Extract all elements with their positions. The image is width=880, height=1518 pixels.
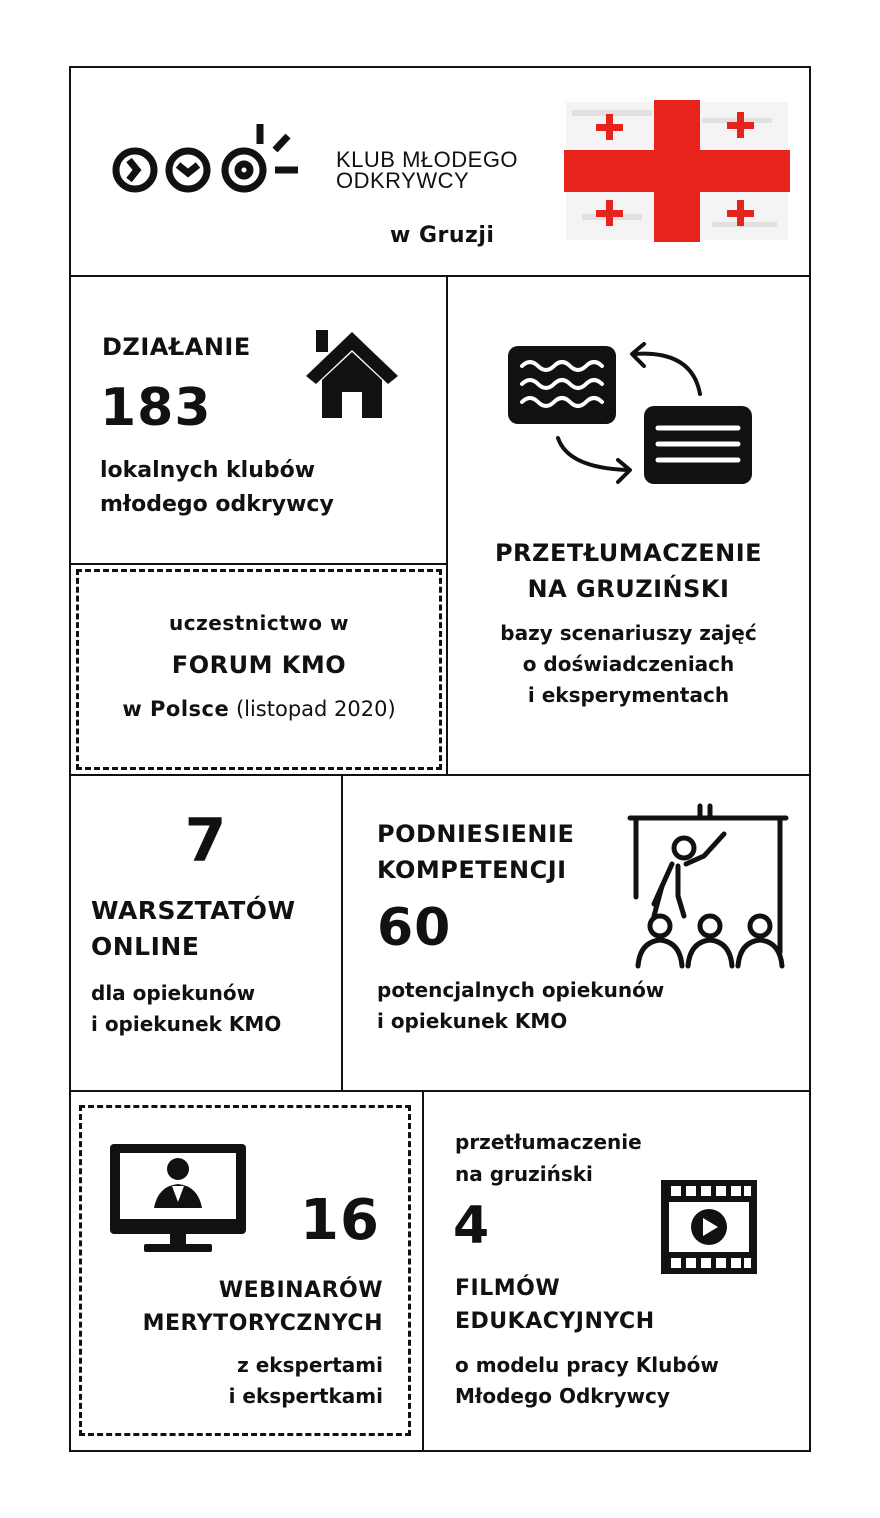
filmy-line1: przetłumaczenie (455, 1130, 642, 1154)
translation-line1: bazy scenariuszy zajęć (500, 621, 757, 645)
translation-heading2: NA GRUZIŃSKI (527, 575, 730, 603)
dzialanie-line1: lokalnych klubów (100, 458, 316, 483)
webinary-description (90, 1350, 383, 1412)
logo-line2: ODKRYWCY (336, 168, 470, 193)
webinary-number: 16 (300, 1188, 380, 1253)
forum-heading: FORUM KMO (171, 651, 347, 679)
dzialanie-number: 183 (100, 378, 212, 438)
webinary-heading1: WEBINARÓW (218, 1278, 383, 1303)
filmy-line4: Młodego Odkrywcy (455, 1384, 670, 1408)
webinary-line1: z ekspertami (237, 1353, 383, 1377)
warsztaty-line1: dla opiekunów (91, 981, 256, 1005)
warsztaty-line2: i opiekunek KMO (91, 1012, 282, 1036)
filmy-description (455, 1350, 719, 1412)
forum-line1: uczestnictwo w (169, 611, 349, 635)
presentation-audience-icon (626, 802, 790, 970)
kompetencje-line2: i opiekunek KMO (377, 1009, 568, 1033)
monitor-person-icon (108, 1142, 248, 1254)
dzialanie-description (100, 454, 334, 522)
house-icon (302, 328, 402, 420)
filmy-heading1: FILMÓW (455, 1276, 561, 1301)
forum-line3 (76, 697, 442, 721)
translation-heading (446, 535, 811, 607)
filmy-number: 4 (453, 1196, 491, 1256)
translation-description (446, 618, 811, 711)
translate-documents-icon (506, 342, 756, 490)
translation-heading1: PRZETŁUMACZENIE (494, 539, 763, 567)
logo-text (336, 149, 518, 191)
kompetencje-heading1: PODNIESIENIE (377, 820, 575, 848)
filmy-line3: o modelu pracy Klubów (455, 1353, 719, 1377)
kmo-logo-icon (110, 108, 325, 203)
dzialanie-heading: DZIAŁANIE (102, 333, 251, 361)
kompetencje-description (377, 975, 664, 1037)
warsztaty-heading (91, 893, 296, 965)
dzialanie-line2: młodego odkrywcy (100, 492, 334, 517)
kompetencje-heading2: KOMPETENCJI (377, 856, 567, 884)
webinary-heading (90, 1274, 383, 1340)
georgia-flag-icon (562, 96, 792, 246)
filmy-line2: na gruziński (455, 1162, 593, 1186)
translation-line3: i eksperymentach (527, 683, 730, 707)
translation-line2: o doświadczeniach (522, 652, 735, 676)
webinary-heading2: MERYTORYCZNYCH (142, 1311, 383, 1336)
warsztaty-number: 7 (184, 806, 228, 876)
filmy-heading2: EDUKACYJNYCH (455, 1309, 655, 1334)
filmy-heading (455, 1272, 655, 1338)
header-subtitle: w Gruzji (390, 223, 495, 248)
warsztaty-heading1: WARSZTATÓW (91, 896, 296, 925)
filmy-intro (455, 1126, 642, 1190)
kompetencje-line1: potencjalnych opiekunów (377, 978, 665, 1002)
forum-light: (listopad 2020) (235, 697, 396, 721)
webinary-line2: i ekspertkami (228, 1384, 383, 1408)
logo-line1: KLUB MŁODEGO (336, 147, 519, 172)
film-play-icon (659, 1178, 759, 1276)
forum-bold: w Polsce (122, 697, 230, 721)
warsztaty-description (91, 978, 281, 1040)
kompetencje-number: 60 (377, 898, 452, 958)
kompetencje-heading (377, 816, 574, 888)
warsztaty-heading2: ONLINE (91, 932, 200, 961)
